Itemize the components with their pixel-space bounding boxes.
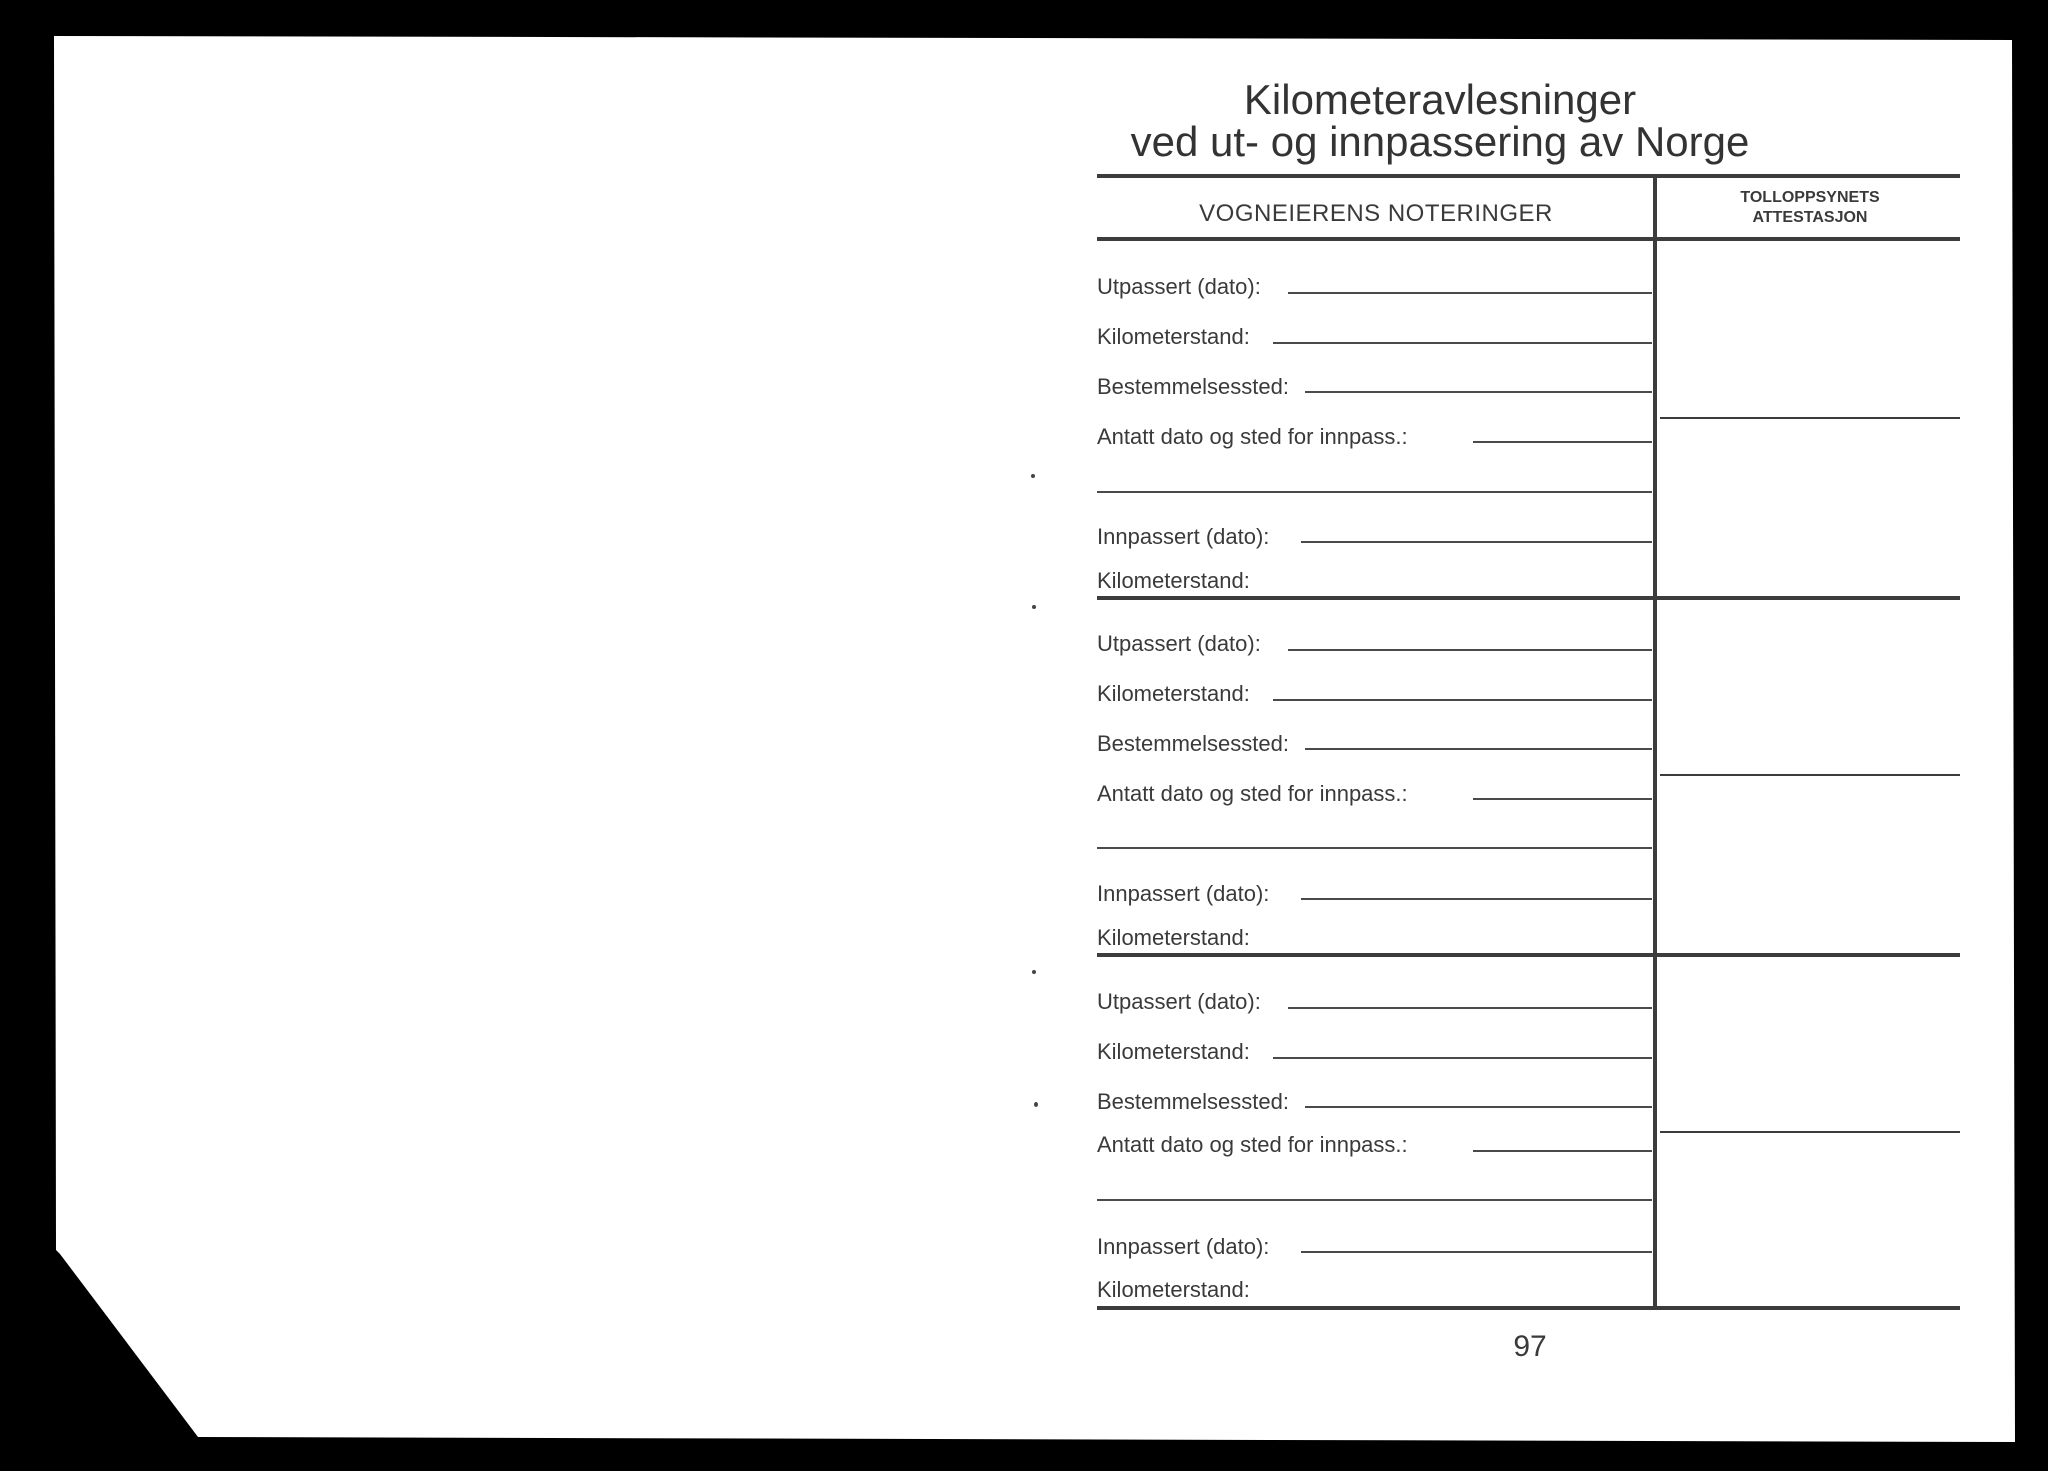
paper-background bbox=[54, 36, 2015, 1442]
utpassert-line[interactable] bbox=[1288, 1007, 1652, 1009]
antatt-label: Antatt dato og sted for innpass.: bbox=[1097, 1132, 1408, 1157]
fold-speck bbox=[1034, 1102, 1038, 1107]
antatt-continuation-line[interactable] bbox=[1097, 491, 1652, 493]
page-title-line-2: ved ut- og innpassering av Norge bbox=[1130, 118, 1750, 165]
innpassert-line[interactable] bbox=[1301, 541, 1652, 543]
table-top-rule bbox=[1097, 174, 1960, 178]
bestemmelsessted-line[interactable] bbox=[1305, 391, 1652, 393]
innpassert-line[interactable] bbox=[1301, 1251, 1652, 1253]
innpassert-line[interactable] bbox=[1301, 898, 1652, 900]
page-number: 97 bbox=[1513, 1330, 1547, 1363]
kilometerstand-out-line[interactable] bbox=[1273, 342, 1652, 344]
innpassert-label: Innpassert (dato): bbox=[1097, 1234, 1270, 1259]
antatt-line[interactable] bbox=[1473, 441, 1652, 443]
bestemmelsessted-label: Bestemmelsessted: bbox=[1097, 731, 1289, 756]
customs-divider-2 bbox=[1660, 774, 1960, 776]
bestemmelsessted-label: Bestemmelsessted: bbox=[1097, 374, 1289, 399]
fold-speck bbox=[1032, 605, 1036, 609]
kilometerstand-out-label: Kilometerstand: bbox=[1097, 324, 1250, 349]
antatt-line[interactable] bbox=[1473, 798, 1652, 800]
kilometerstand-out-line[interactable] bbox=[1273, 699, 1652, 701]
page-title-line-1: Kilometeravlesninger bbox=[1243, 76, 1637, 123]
kilometerstand-in-label: Kilometerstand: bbox=[1097, 925, 1250, 950]
bestemmelsessted-label: Bestemmelsessted: bbox=[1097, 1089, 1289, 1114]
innpassert-label: Innpassert (dato): bbox=[1097, 524, 1270, 549]
antatt-continuation-line[interactable] bbox=[1097, 847, 1652, 849]
kilometerstand-out-label: Kilometerstand: bbox=[1097, 681, 1250, 706]
bestemmelsessted-line[interactable] bbox=[1305, 1106, 1652, 1108]
customs-divider-1 bbox=[1660, 417, 1960, 419]
customs-divider-3 bbox=[1660, 1131, 1960, 1133]
kilometerstand-in-label: Kilometerstand: bbox=[1097, 1277, 1250, 1302]
table-bottom-rule bbox=[1097, 1306, 1960, 1310]
antatt-label: Antatt dato og sted for innpass.: bbox=[1097, 424, 1408, 449]
kilometerstand-out-line[interactable] bbox=[1273, 1057, 1652, 1059]
bestemmelsessted-line[interactable] bbox=[1305, 748, 1652, 750]
utpassert-label: Utpassert (dato): bbox=[1097, 631, 1261, 656]
table-header-rule bbox=[1097, 237, 1960, 241]
utpassert-line[interactable] bbox=[1288, 292, 1652, 294]
utpassert-label: Utpassert (dato): bbox=[1097, 274, 1261, 299]
utpassert-label: Utpassert (dato): bbox=[1097, 989, 1261, 1014]
antatt-label: Antatt dato og sted for innpass.: bbox=[1097, 781, 1408, 806]
kilometerstand-in-label: Kilometerstand: bbox=[1097, 568, 1250, 593]
customs-header-line-2: ATTESTASJON bbox=[1752, 209, 1868, 226]
antatt-continuation-line[interactable] bbox=[1097, 1199, 1652, 1201]
customs-header-line-1: TOLLOPPSYNETS bbox=[1740, 189, 1880, 206]
utpassert-line[interactable] bbox=[1288, 649, 1652, 651]
column-header-owner-notes: VOGNEIERENS NOTERINGER bbox=[1199, 200, 1553, 227]
fold-speck bbox=[1031, 474, 1035, 478]
innpassert-label: Innpassert (dato): bbox=[1097, 881, 1270, 906]
fold-speck bbox=[1032, 970, 1036, 974]
block-divider-1 bbox=[1097, 596, 1960, 600]
column-header-customs-attestation bbox=[1660, 188, 1960, 228]
table-column-divider bbox=[1653, 178, 1657, 1308]
block-divider-2 bbox=[1097, 953, 1960, 957]
kilometerstand-out-label: Kilometerstand: bbox=[1097, 1039, 1250, 1064]
antatt-line[interactable] bbox=[1473, 1150, 1652, 1152]
